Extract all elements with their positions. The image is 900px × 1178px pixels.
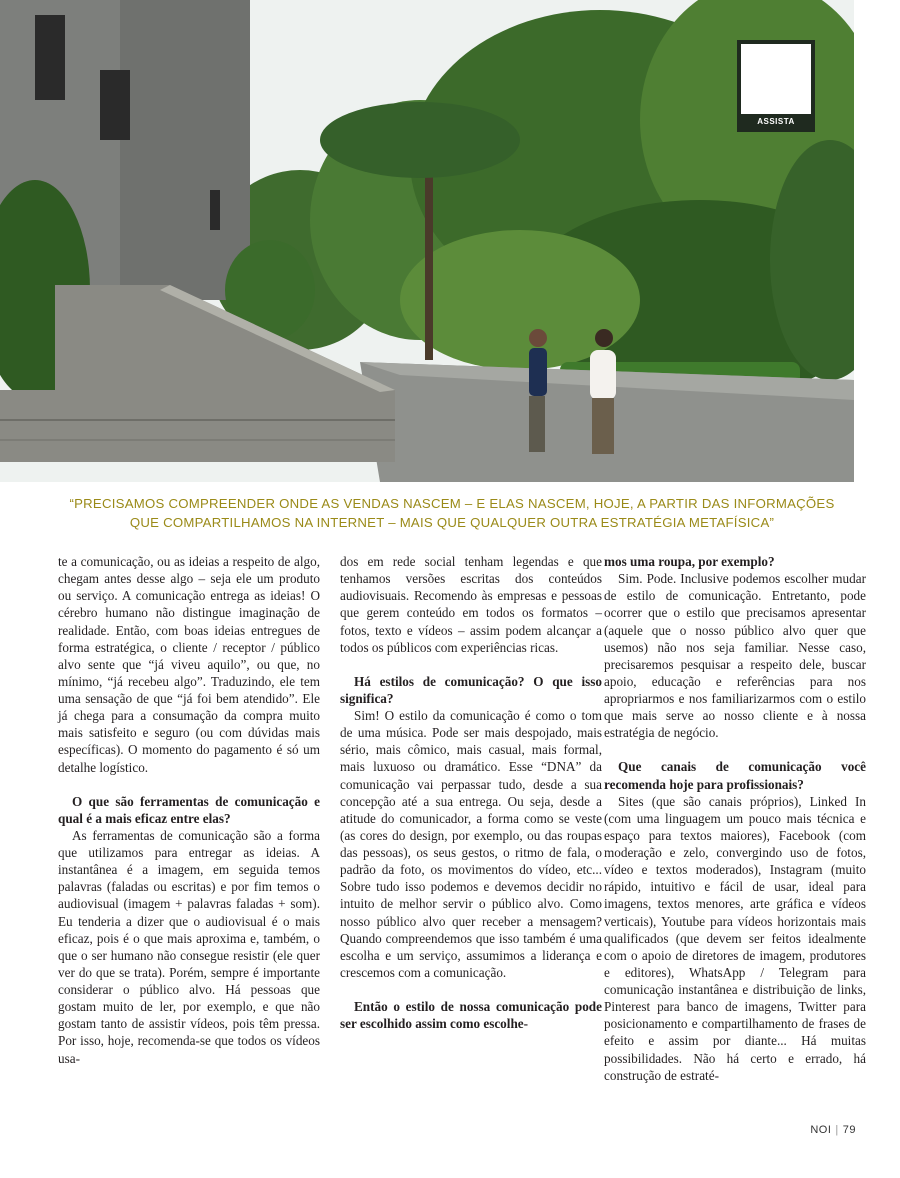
body-paragraph: As ferramentas de comunicação são a forma que utilizamos para entregar as ideias. A instantânea é a imagem, em seguida temos palavras (faladas ou escritas) e por fim temos o audiovisual (imagem + palavras faladas + som). Eu tenderia a dizer que o audiovisual é o mais eficaz, pois é o que mais aproxima e, também, o que o ser humano não consegue resistir (ele quer ver do que se trata). Porém, sempre é importante considerar o público alvo. Há pessoas que gostam muito de ler, por exemplo, e que não gostam tanto de assistir vídeos, pois têm pressa. Por isso, hoje, recomenda-se que todos os vídeos usa-	[58, 827, 320, 1066]
pull-quote	[40, 494, 864, 532]
text-column-1	[58, 553, 320, 1067]
interview-question: mos uma roupa, por exemplo?	[604, 554, 775, 569]
body-paragraph: Sim. Pode. Inclusive podemos escolher mudar de estilo de comunicação. Entretanto, pode ocorrer que o estilo que precisamos apresentar (aquele que o nosso público alvo quer que usemos) não nos seja familiar. Nesse caso, precisaremos pesquisar a respeito dele, buscar apoio, educação e referências para nos apropriarmos e nos familiarizarmos com o estilo que mais serve ao nosso cliente e à nossa estratégia de negócio.	[604, 571, 866, 741]
page-number: 79	[842, 1124, 856, 1136]
interview-question: Então o estilo de nossa comunicação pode ser escolhido assim como escolhe-	[340, 999, 602, 1032]
body-paragraph: Sim! O estilo da comunicação é como o tom de uma música. Pode ser mais despojado, mais sério, mais cômico, mais casual, mais formal, mais luxuoso ou dramático. Esse “DNA” da comunicação vai perpassar tudo, desde a sua concepção até a sua entrega. Ou seja, desde a atitude do comunicador, a forma como se veste (as cores do design, por exemplo, ou das roupas das pessoas), os seus gestos, o ritmo de fala, o padrão da foto, os movimentos do vídeo, etc... Sobre tudo isso podemos e devemos decidir no intuito de melhor servir o público alvo. Como nosso público alvo quer receber a mensagem? Quando compreendemos que isso também é uma escolha e um serviço, assumimos a liderança e crescemos com a comunicação.	[340, 708, 602, 980]
castle-garden-illustration	[0, 0, 854, 482]
page-folio	[810, 1124, 856, 1136]
text-column-3	[604, 553, 866, 1084]
magazine-name: NOI	[810, 1124, 832, 1136]
pull-quote-line: “PRECISAMOS COMPREENDER ONDE AS VENDAS NASCEM – E ELAS NASCEM, HOJE, A PARTIR DAS INFORMAÇÕES	[69, 496, 835, 511]
pull-quote-line: QUE COMPARTILHAMOS NA INTERNET – MAIS QUE QUALQUER OUTRA ESTRATÉGIA METAFÍSICA”	[129, 515, 775, 530]
body-paragraph: dos em rede social tenham legendas e que tenhamos versões escritas dos conteúdos audiovisuais. Recomendo às empresas e pessoas que gerem conteúdo em todos os formatos – fotos, texto e vídeos – assim podem alcançar a todos os públicos com experiências ricas.	[340, 554, 602, 655]
body-paragraph: Sites (que são canais próprios), Linked In (com uma linguagem um pouco mais técnica e espaço para textos maiores), Facebook (com moderação e zelo, convergindo uso de fotos, vídeo e textos moderados), Instagram (muito rápido, intuitivo e fácil de usar, ideal para imagens, textos menores, arte gráfica e vídeos verticais), Youtube para vídeos horizontais mais qualificados (que devem ser feitos idealmente com o apoio de diretores de imagem, produtores e editores), WhatsApp / Telegram para comunicação instantânea e distribuição de links, Pinterest para banco de imagens, Twitter para posicionamento e compartilhamento de frases de efeito e assim por diante... Há muitas possibilidades. Não há certo e errado, há construção de estraté-	[604, 793, 866, 1083]
folio-separator: |	[835, 1124, 839, 1136]
interview-question: Há estilos de comunicação? O que isso significa?	[340, 673, 602, 706]
text-column-2	[340, 553, 602, 1032]
interview-question: Que canais de comunicação você recomenda hoje para profissionais?	[604, 759, 866, 792]
qr-code-badge[interactable]	[737, 40, 815, 132]
hero-photo	[0, 0, 854, 482]
interview-question: O que são ferramentas de comunicação e qual é a mais eficaz entre elas?	[58, 793, 320, 826]
qr-label: ASSISTA	[757, 117, 795, 126]
body-paragraph: te a comunicação, ou as ideias a respeito de algo, chegam antes desse algo – seja ele um produto ou serviço. A comunicação entrega as ideias! O cérebro humano não distingue imaginação de realidade. Então, com boas ideias entregues de forma estratégica, o cliente / receptor / público alvo sente que “já viveu aquilo”, ou que, no mínimo, “já recebeu algo”. Traduzindo, ele tem uma sensação de que “já foi bem atendido”. Ele já chega para a consumação da compra muito mais satisfeito e seguro (ou com dúvidas mais específicas). O momento do pagamento é só um detalhe logístico.	[58, 554, 320, 775]
qr-code-icon	[741, 44, 811, 114]
